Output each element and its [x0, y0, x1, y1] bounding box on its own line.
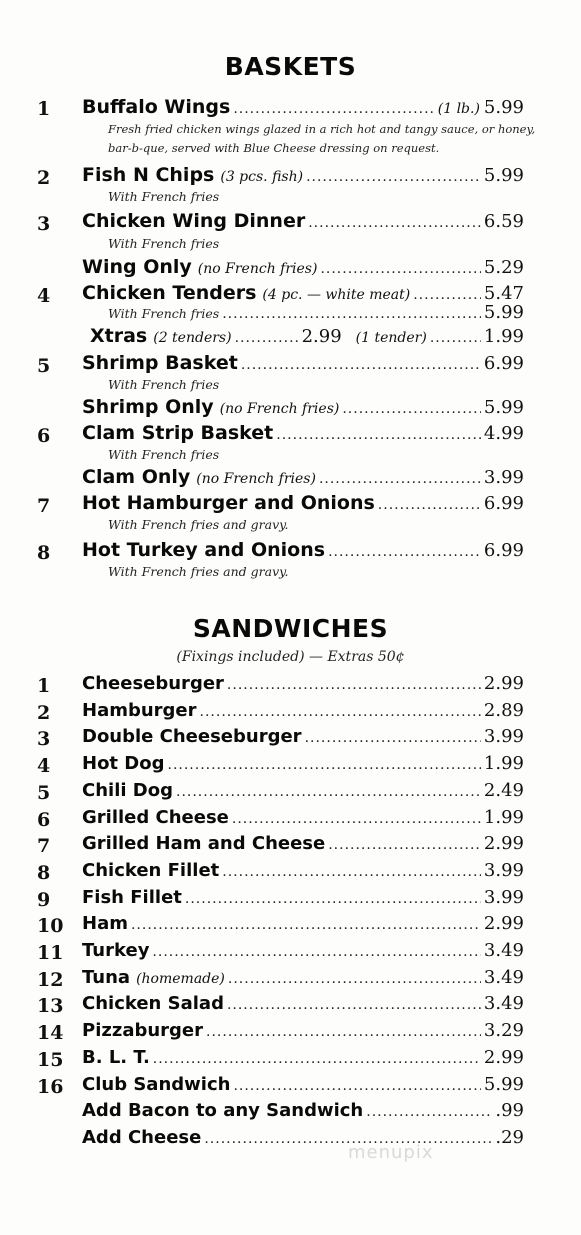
item-price: 5.99	[483, 165, 524, 186]
item-description: With French fries and gravy.	[108, 517, 289, 532]
item-number: 4	[37, 285, 51, 307]
item-name: Cheeseburger	[82, 673, 224, 694]
item-number: 5	[37, 782, 51, 804]
item-name: Chicken Wing Dinner	[82, 210, 306, 232]
menu-item-chicken-tenders-fries	[108, 302, 524, 323]
leader-dots	[366, 1104, 492, 1120]
menu-item-hot-turkey	[82, 539, 524, 561]
menu-item-sandwich	[82, 780, 524, 801]
leader-dots	[185, 891, 481, 907]
menu-item-sandwich	[82, 673, 524, 694]
item-name: Add Cheese	[82, 1127, 202, 1148]
item-number: 14	[37, 1022, 64, 1044]
item-price: 2.99	[483, 1047, 524, 1068]
item-price: 2.99	[301, 326, 342, 347]
leader-dots	[320, 261, 480, 277]
leader-dots	[319, 471, 481, 487]
leader-dots	[152, 944, 481, 960]
item-number: 2	[37, 702, 51, 724]
item-price: 1.99	[483, 807, 524, 828]
leader-dots	[227, 997, 481, 1013]
item-price: 6.59	[483, 211, 524, 232]
menu-item-hot-hamburger	[82, 492, 524, 514]
item-number: 13	[37, 995, 64, 1017]
menu-item-sandwich	[82, 1074, 524, 1095]
item-price: 3.49	[483, 940, 524, 961]
leader-dots	[378, 497, 481, 513]
leader-dots	[206, 1024, 481, 1040]
item-name: Hot Dog	[82, 753, 165, 774]
item-price: 5.99	[483, 397, 524, 418]
item-price: 3.99	[483, 467, 524, 488]
item-number: 10	[37, 915, 64, 937]
item-name: Shrimp Only	[82, 396, 214, 418]
item-price: 5.47	[483, 283, 524, 304]
menu-item-sandwich	[82, 833, 524, 854]
item-price: 3.29	[483, 1020, 524, 1041]
item-number: 5	[37, 355, 51, 377]
menu-item-clam-strip-basket	[82, 422, 524, 444]
menu-item-buffalo-wings	[82, 96, 524, 118]
item-description: Fresh fried chicken wings glazed in a rich hot and tangy sauce, or honey,	[108, 122, 536, 136]
item-qualifier: (no French fries)	[196, 471, 316, 487]
item-name: Buffalo Wings	[82, 96, 231, 118]
item-name: Chicken Fillet	[82, 860, 220, 881]
leader-dots	[200, 704, 481, 720]
leader-dots	[328, 544, 481, 560]
item-price: 2.49	[483, 780, 524, 801]
item-price: 2.99	[483, 673, 524, 694]
leader-dots	[413, 287, 481, 303]
leader-dots	[168, 757, 481, 773]
leader-dots	[328, 837, 481, 853]
leader-dots	[308, 215, 481, 231]
leader-dots	[241, 357, 481, 373]
menu-item-sandwich	[82, 753, 524, 774]
leader-dots	[342, 401, 481, 417]
menu-item-sandwich	[82, 860, 524, 881]
item-qualifier: (3 pcs. fish)	[220, 169, 304, 185]
item-price: 3.99	[483, 887, 524, 908]
leader-dots	[222, 864, 481, 880]
item-description: With French fries	[108, 377, 220, 392]
item-name: Add Bacon to any Sandwich	[82, 1100, 364, 1121]
menu-item-sandwich	[82, 700, 524, 721]
item-number: 3	[37, 728, 51, 750]
item-name: Tuna	[82, 967, 131, 988]
leader-dots	[306, 169, 481, 185]
item-number: 4	[37, 755, 51, 777]
menu-item-sandwich	[82, 1127, 524, 1148]
watermark: menupix	[348, 1142, 434, 1163]
item-price: 3.49	[483, 967, 524, 988]
item-name: Hot Hamburger and Onions	[82, 492, 375, 514]
item-name: Fish N Chips	[82, 164, 215, 186]
item-number: 7	[37, 835, 51, 857]
item-price: 2.89	[483, 700, 524, 721]
sandwiches-title: SANDWICHES	[192, 614, 389, 643]
sandwiches-subtitle: (Fixings included) — Extras 50¢	[176, 649, 405, 665]
menu-item-sandwich	[82, 967, 524, 988]
leader-dots	[305, 730, 481, 746]
item-qualifier: (4 pc. — white meat)	[262, 287, 411, 303]
item-name: Xtras	[90, 325, 148, 347]
item-number: 7	[37, 495, 51, 517]
leader-dots	[222, 306, 481, 322]
item-name: Fish Fillet	[82, 887, 182, 908]
item-qualifier: (no French fries)	[197, 261, 318, 277]
leader-dots	[235, 330, 299, 346]
menu-item-sandwich	[82, 807, 524, 828]
item-price: .99	[495, 1100, 524, 1121]
menu-item-clam-only	[82, 466, 524, 488]
item-name: Turkey	[82, 940, 150, 961]
item-number: 16	[37, 1076, 64, 1098]
item-qualifier: (no French fries)	[219, 401, 340, 417]
item-name: Wing Only	[82, 256, 192, 278]
menu-item-sandwich	[82, 940, 524, 961]
leader-dots	[228, 971, 481, 987]
item-description: With French fries and gravy.	[108, 564, 289, 579]
item-qualifier: (1 lb.)	[437, 101, 480, 117]
item-number: 15	[37, 1049, 64, 1071]
item-number: 1	[37, 98, 51, 120]
item-name: Clam Only	[82, 466, 191, 488]
leader-dots	[233, 1078, 480, 1094]
menu-item-sandwich	[82, 913, 524, 934]
item-name: Double Cheeseburger	[82, 726, 302, 747]
menu-item-wing-only	[82, 256, 524, 278]
leader-dots	[430, 330, 481, 346]
item-number: 8	[37, 542, 51, 564]
item-description: With French fries	[108, 189, 220, 204]
item-description: bar-b-que, served with Blue Cheese dressing on request.	[108, 141, 440, 155]
item-name: Clam Strip Basket	[82, 422, 274, 444]
menu-item-shrimp-only	[82, 396, 524, 418]
baskets-title: BASKETS	[224, 52, 357, 81]
menu-item-xtras	[90, 325, 524, 347]
item-qualifier: (2 tenders)	[153, 330, 232, 346]
item-name: Shrimp Basket	[82, 352, 238, 374]
item-price: 6.99	[483, 540, 524, 561]
leader-dots	[153, 1051, 481, 1067]
leader-dots	[227, 677, 481, 693]
item-price: 3.99	[483, 860, 524, 881]
item-qualifier: (homemade)	[136, 971, 225, 987]
leader-dots	[131, 917, 481, 933]
leader-dots	[176, 784, 481, 800]
leader-dots	[276, 427, 481, 443]
item-number: 8	[37, 862, 51, 884]
menu-item-sandwich	[82, 993, 524, 1014]
item-name: Chicken Salad	[82, 993, 224, 1014]
item-name: Chicken Tenders	[82, 282, 257, 304]
item-number: 11	[37, 942, 64, 964]
item-number: 3	[37, 213, 51, 235]
item-price: 4.99	[483, 423, 524, 444]
item-name: Chili Dog	[82, 780, 173, 801]
item-name: B. L. T.	[82, 1047, 150, 1068]
item-name: Hot Turkey and Onions	[82, 539, 326, 561]
item-name: Hamburger	[82, 700, 197, 721]
item-description: With French fries	[108, 447, 220, 462]
item-price: 6.99	[483, 353, 524, 374]
item-price: 2.99	[483, 913, 524, 934]
item-number: 6	[37, 809, 51, 831]
menu-item-sandwich	[82, 726, 524, 747]
item-price: .29	[495, 1127, 524, 1148]
item-price: 5.99	[483, 302, 524, 323]
menu-item-sandwich	[82, 1047, 524, 1068]
item-price: 3.99	[483, 726, 524, 747]
item-price: 1.99	[483, 753, 524, 774]
item-name: Pizzaburger	[82, 1020, 204, 1041]
item-number: 12	[37, 969, 64, 991]
leader-dots	[232, 811, 481, 827]
item-number: 2	[37, 167, 51, 189]
menu-item-sandwich	[82, 1100, 524, 1121]
item-price: 1.99	[483, 326, 524, 347]
menu-item-shrimp-basket	[82, 352, 524, 374]
item-description: With French fries	[108, 236, 220, 251]
item-number: 9	[37, 889, 51, 911]
menu-item-chicken-wing-dinner	[82, 210, 524, 232]
item-price: 5.99	[483, 1074, 524, 1095]
item-number: 6	[37, 425, 51, 447]
menu-item-sandwich	[82, 887, 524, 908]
menu-item-chicken-tenders	[82, 282, 524, 304]
item-description: With French fries	[108, 306, 220, 321]
item-number: 1	[37, 675, 51, 697]
item-name: Grilled Ham and Cheese	[82, 833, 326, 854]
item-name: Club Sandwich	[82, 1074, 231, 1095]
item-price: 5.29	[483, 257, 524, 278]
item-price: 3.49	[483, 993, 524, 1014]
item-price: 5.99	[483, 97, 524, 118]
item-qualifier: (1 tender)	[355, 330, 427, 346]
item-price: 2.99	[483, 833, 524, 854]
item-name: Grilled Cheese	[82, 807, 229, 828]
item-price: 6.99	[483, 493, 524, 514]
leader-dots	[233, 101, 434, 117]
item-name: Ham	[82, 913, 128, 934]
menu-item-fish-n-chips	[82, 164, 524, 186]
menu-item-sandwich	[82, 1020, 524, 1041]
